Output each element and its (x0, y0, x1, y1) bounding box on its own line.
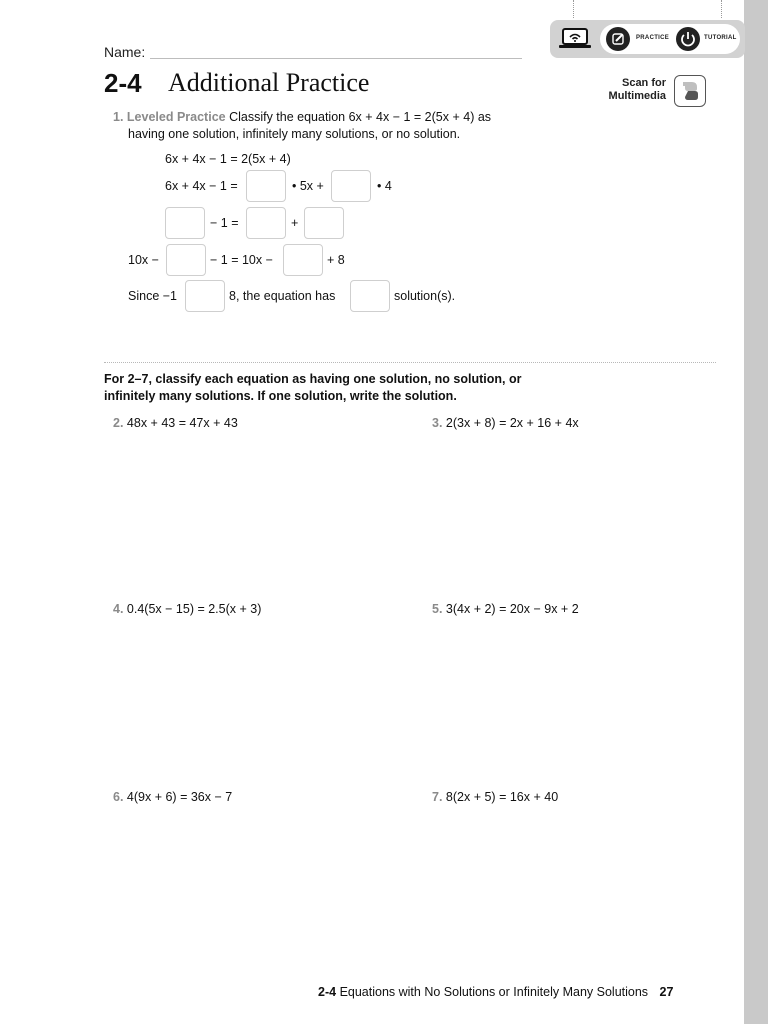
leveled-practice-tag: Leveled Practice (126, 110, 226, 124)
name-field[interactable] (150, 58, 522, 59)
name-label: Name: (104, 44, 146, 60)
exercise-2: 2. 48x + 43 = 47x + 43 (113, 416, 238, 430)
answer-box[interactable] (246, 207, 286, 239)
exercise-6: 6. 4(9x + 6) = 36x − 7 (113, 790, 233, 804)
page-edge-band (744, 0, 768, 1024)
pencil-icon (606, 27, 630, 51)
answer-box[interactable] (246, 170, 286, 202)
fold-guide (721, 0, 722, 18)
since-left: Since −1 (128, 289, 177, 303)
multimedia-scan-icon[interactable] (674, 75, 706, 107)
exercise-7: 7. 8(2x + 5) = 16x + 40 (432, 790, 559, 804)
practice-button[interactable] (606, 27, 630, 51)
fold-guide (573, 0, 574, 18)
page-footer: 2-4 Equations with No Solutions or Infinitely Many Solutions 27 (318, 985, 674, 999)
toolbar-buttons (600, 24, 740, 54)
since-right: solution(s). (394, 289, 456, 303)
exercise-4: 4. 0.4(5x − 15) = 2.5(x + 3) (113, 602, 262, 616)
answer-box[interactable] (283, 244, 323, 276)
laptop-wifi-icon[interactable] (558, 26, 592, 52)
step-2-left: 6x + 4x − 1 = (165, 179, 238, 193)
step-2-mid: • 5x + (292, 179, 324, 193)
page-number: 27 (659, 985, 674, 999)
answer-box[interactable] (165, 207, 205, 239)
page-title: Additional Practice (168, 68, 370, 97)
problem-1-prompt-line2: having one solution, infinitely many solutions, or no solution. (128, 127, 461, 141)
tutorial-button[interactable] (676, 27, 700, 51)
answer-box[interactable] (304, 207, 344, 239)
scan-for-multimedia: Scan for Multimedia (608, 77, 666, 102)
answer-box[interactable] (350, 280, 390, 312)
lesson-number: 2-4 (104, 68, 142, 98)
instructions-line1: For 2–7, classify each equation as having one solution, no solution, or (104, 372, 522, 386)
step-4-right: + 8 (327, 253, 345, 267)
step-4-mid: − 1 = 10x − (210, 253, 273, 267)
step-2-right: • 4 (377, 179, 392, 193)
step-3-mid: − 1 = (210, 216, 239, 230)
tutorial-label: TUTORIAL (704, 35, 737, 41)
power-icon (676, 27, 700, 51)
since-mid: 8, the equation has (229, 289, 336, 303)
answer-box[interactable] (331, 170, 371, 202)
instructions-line2: infinitely many solutions. If one solution, write the solution. (104, 389, 457, 403)
exercise-3: 3. 2(3x + 8) = 2x + 16 + 4x (432, 416, 579, 430)
practice-label: PRACTICE (636, 35, 670, 41)
answer-box[interactable] (185, 280, 225, 312)
problem-1-prompt: 1. Leveled Practice Classify the equation 6x + 4x − 1 = 2(5x + 4) as (113, 110, 492, 124)
step-4-left: 10x − (128, 253, 159, 267)
digital-toolbar (550, 20, 745, 58)
exercise-5: 5. 3(4x + 2) = 20x − 9x + 2 (432, 602, 579, 616)
section-divider (104, 362, 716, 363)
answer-box[interactable] (166, 244, 206, 276)
step-3-plus: + (291, 216, 299, 230)
step-1: 6x + 4x − 1 = 2(5x + 4) (165, 152, 291, 166)
